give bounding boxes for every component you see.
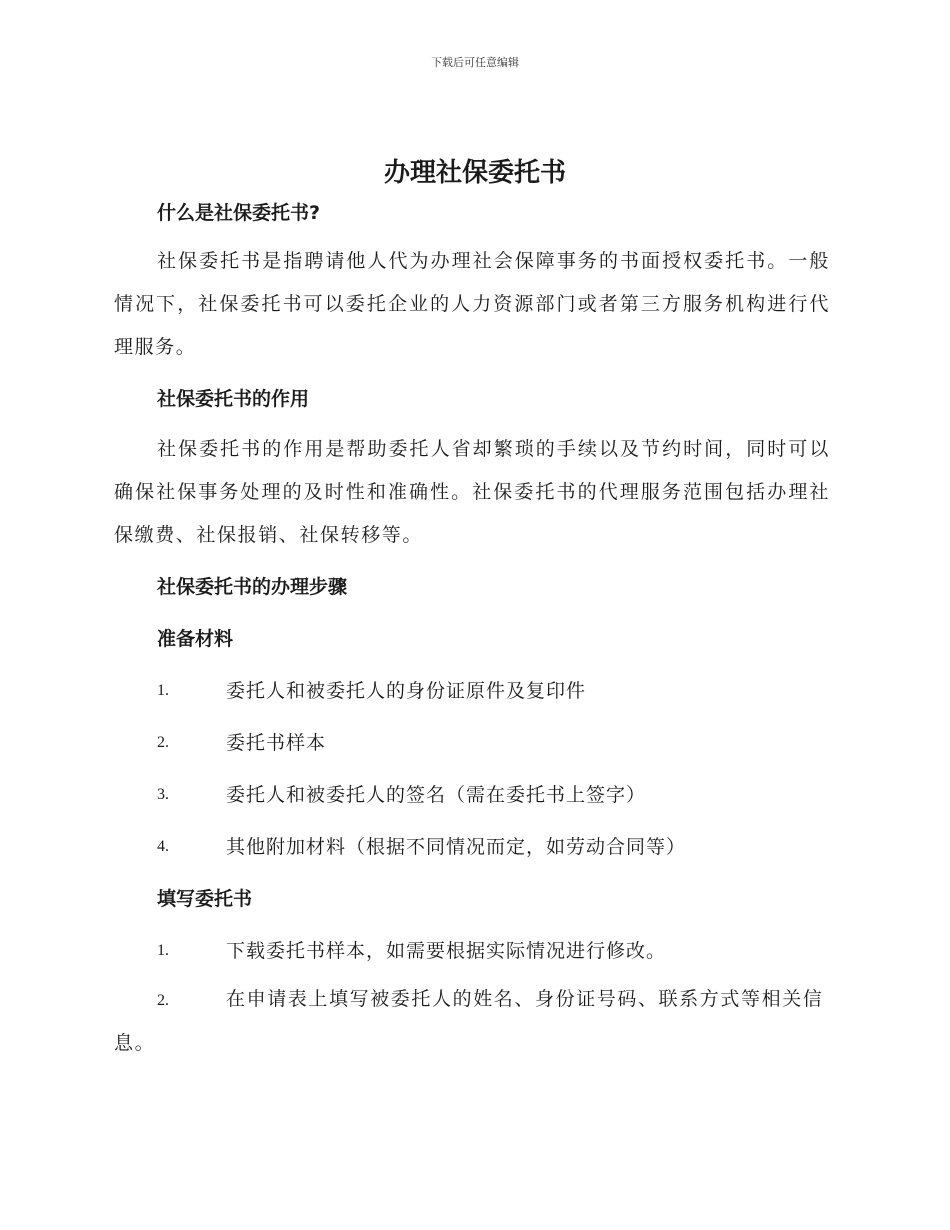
page-header-note: 下载后可任意编辑 [431, 56, 519, 69]
section-heading-fill-form: 填写委托书 [157, 888, 253, 910]
section-heading-steps: 社保委托书的办理步骤 [157, 576, 348, 598]
section-paragraph-purpose: 社保委托书的作用是帮助委托人省却繁琐的手续以及节约时间，同时可以确保社保事务处理的及时性和准确性。社保委托书的代理服务范围包括办理社保缴费、社保报销、社保转移等。 [114, 438, 830, 546]
list-item-text: 下载委托书样本，如需要根据实际情况进行修改。 [226, 940, 667, 962]
list-item-text: 委托书样本 [226, 732, 327, 754]
list-item-number: 2. [157, 734, 169, 751]
list-item-number: 2. [157, 992, 169, 1009]
list-item-text: 委托人和被委托人的身份证原件及复印件 [226, 680, 587, 702]
list-item-number: 1. [157, 942, 169, 959]
list-item-text: 委托人和被委托人的签名（需在委托书上签字） [226, 784, 647, 806]
list-item-text: 其他附加材料（根据不同情况而定，如劳动合同等） [226, 836, 687, 858]
list-item-number: 3. [157, 786, 169, 803]
list-item-text: 在申请表上填写被委托人的姓名、身份证号码、联系方式等相关信息。 [114, 988, 824, 1054]
list-item-number: 1. [157, 682, 169, 699]
list-item-number: 4. [157, 838, 169, 855]
section-heading-materials: 准备材料 [157, 628, 234, 650]
section-heading-purpose: 社保委托书的作用 [157, 388, 310, 410]
section-paragraph-what-is: 社保委托书是指聘请他人代为办理社会保障事务的书面授权委托书。一般情况下，社保委托书可以委托企业的人力资源部门或者第三方服务机构进行代理服务。 [114, 250, 830, 358]
section-heading-what-is: 什么是社保委托书? [157, 202, 321, 224]
document-title: 办理社保委托书 [383, 158, 566, 188]
list-item [114, 978, 830, 1065]
